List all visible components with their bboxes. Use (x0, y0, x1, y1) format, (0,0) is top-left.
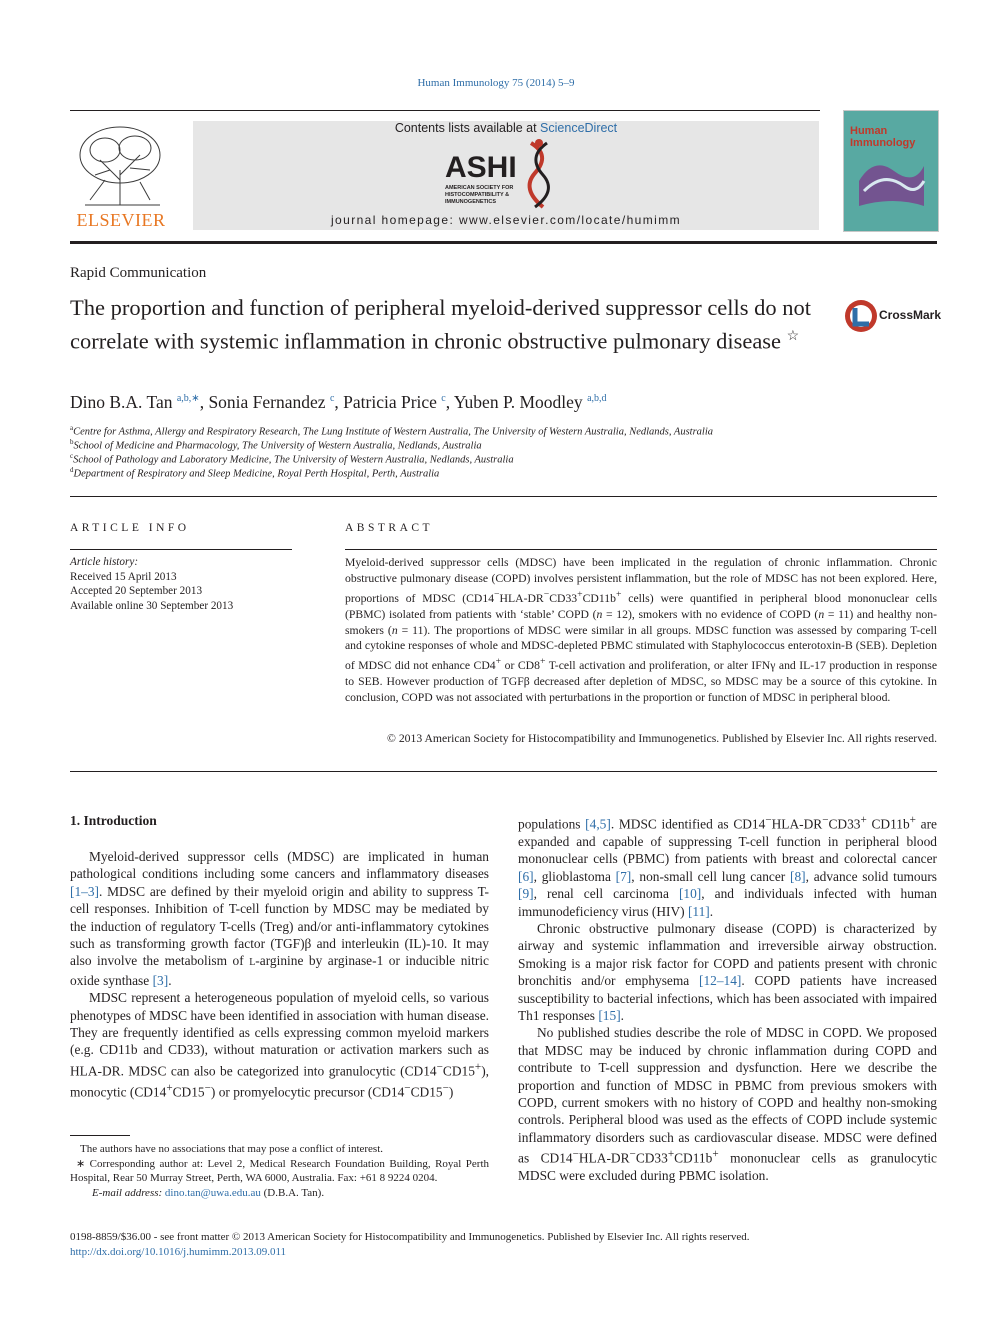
footnote-email (70, 1186, 489, 1201)
email-owner: (D.B.A. Tan). (260, 1186, 325, 1199)
title-footnote-mark[interactable]: ☆ (786, 329, 800, 344)
cover-title: Human Immunology (850, 125, 916, 149)
citation-link[interactable]: [9] (518, 886, 534, 902)
paragraph: MDSC represent a heterogeneous population of myeloid cells, so various phenotypes of MDSC have been identified in association with human disease. They are frequently identified as cells expressing common myeloid markers (e.g. CD11b and CD33), without maturation or activation markers such as HLA-DR. MDSC can also be categorized into granulocytic (CD14−CD15+), monocytic (CD14+CD15−) or promyelocytic precursor (CD14−CD15−) (70, 990, 489, 1100)
bottom-matter (70, 1230, 750, 1259)
citation-link[interactable]: [6] (518, 868, 534, 884)
article-title (70, 293, 830, 356)
elsevier-wordmark[interactable]: ELSEVIER (76, 210, 166, 230)
journal-cover-thumbnail[interactable] (843, 110, 939, 232)
paragraph: Chronic obstructive pulmonary disease (COPD) is characterized by airway and systemic inflammation and irreversible airway obstruction. Smoking is a major risk factor for COPD and patients present with chronic bronchitis and/or emphysema [12–14]. COPD patients have increased susceptibility to bacterial infections, which has been associated with impaired Th1 responses [15]. (518, 920, 937, 1023)
left-column (70, 848, 489, 1101)
section-rule (70, 771, 937, 772)
article-title-text: The proportion and function of peripheral myeloid-derived suppressor cells do not correlate with systemic inflammation in chronic obstructive pulmonary disease (70, 295, 812, 354)
affiliation (70, 452, 514, 466)
citation-link[interactable]: [4,5] (585, 816, 611, 832)
header-rule (70, 110, 820, 111)
crossmark-label[interactable]: CrossMark (879, 308, 942, 322)
affiliation-key: c (70, 452, 74, 460)
paragraph: Myeloid-derived suppressor cells (MDSC) are implicated in human pathological conditions including some cancers and inflammatory diseases [1–3]. MDSC are defined by their myeloid origin and ability to suppress T-cell responses. Inhibition of T-cell function by MDSC may be mediated by the induction of regulatory T-cells (Treg) and/or anti-inflammatory cytokines such as transforming growth factor (TGF)β and interleukin (IL)-10. It may also involve the metabolism of L-arginine by arginase-1 or inducible nitric oxide synthase [3]. (70, 849, 489, 988)
affiliation-key: d (70, 466, 74, 474)
abstract-copyright: © 2013 American Society for Histocompatibility and Immunogenetics. Published by Elsevier Inc. All rights reserved. (387, 732, 937, 745)
affiliation-text: School of Medicine and Pharmacology, The University of Western Australia, Nedlands, Australia (73, 440, 482, 452)
article-type: Rapid Communication (70, 265, 207, 281)
crossmark-icon[interactable] (843, 298, 879, 334)
citation-link[interactable]: [1–3] (70, 883, 100, 899)
citation-link[interactable]: [10] (678, 886, 702, 902)
author-affil-marks[interactable]: a,b,∗ (176, 393, 200, 405)
author-affil-marks[interactable]: a,b,d (587, 393, 607, 405)
affiliation-key: a (70, 424, 74, 432)
citation-link[interactable]: [8] (789, 868, 806, 884)
abstract-body: Myeloid-derived suppressor cells (MDSC) have been implicated in the regulation of chronic inflammation. Chronic obstructive pulmonary disease (COPD) involves persistent inflammation, but the role of MDSC has not been explored. Here, proportions of MDSC (CD14−HLA-DR−CD33+CD11b+ cells) were quantified in peripheral blood mononuclear cells (PBMC) isolated from patients with ‘stable’ COPD (n = 12), smokers with no evidence of COPD (n = 11) and healthy non-smokers (n = 11). The proportions of MDSC were similar in all groups. MDSC function was assessed by comparing T-cell and cytokine responses of whole and MDSC-depleted PBMC stimulated with Staphylococcus enterotoxin-B (SEB). Depletion of MDSC did not enhance CD4+ or CD8+ T-cell activation and proliferation, or alter IFNγ and IL-17 production in response to SEB. However production of TGFβ decreased after depletion of MDSC, so MDSC may be a source of this cytokine. In conclusion, COPD was not associated with perturbations in the proportion or function of MDSC in peripheral blood. (345, 556, 938, 705)
abstract-heading: ABSTRACT (345, 522, 434, 534)
citation-link[interactable]: [3] (152, 972, 169, 988)
footnote-corresponding: ∗ Corresponding author at: Level 2, Medical Research Foundation Building, Royal Perth Hospital, Rear 50 Murray Street, Perth, WA 6000, Australia. Fax: +61 8 9224 0204. (70, 1157, 489, 1184)
affiliation-text: Department of Respiratory and Sleep Medicine, Royal Perth Hospital, Perth, Australia (73, 468, 440, 480)
section-heading: 1. Introduction (70, 813, 157, 828)
article-history (70, 555, 233, 613)
author-name[interactable]: Patricia Price (343, 392, 437, 412)
cover-graphic (854, 151, 928, 211)
history-received: Received 15 April 2013 (70, 570, 177, 583)
author-name[interactable]: Sonia Fernandez (208, 392, 326, 412)
email-label: E-mail address: (92, 1186, 165, 1199)
author-name[interactable]: Dino B.A. Tan (70, 392, 173, 412)
svg-text:ASHI: ASHI (445, 151, 517, 184)
email-link[interactable]: dino.tan@uwa.edu.au (164, 1186, 261, 1199)
doi-link[interactable]: http://dx.doi.org/10.1016/j.humimm.2013.09.011 (70, 1245, 287, 1258)
svg-text:AMERICAN SOCIETY FOR: AMERICAN SOCIETY FOR (445, 185, 514, 191)
citation-link[interactable]: [12–14] (699, 973, 742, 989)
contents-prefix: Contents lists available at (394, 121, 541, 135)
section-rule (70, 496, 937, 497)
contents-line (193, 121, 819, 135)
affiliation-key: b (70, 438, 74, 446)
article-info-heading: ARTICLE INFO (70, 522, 190, 534)
history-label: Article history: (70, 556, 139, 568)
issn-line: 0198-8859/$36.00 - see front matter © 2013 American Society for Histocompatibility and Immunogenetics. Published by Elsevier Inc. All rights reserved. (70, 1231, 750, 1243)
footnotes (70, 1142, 489, 1200)
homepage-url[interactable]: www.elsevier.com/locate/humimm (458, 213, 681, 227)
affiliation-text: School of Pathology and Laboratory Medicine, The University of Western Australia, Nedlands, Australia (73, 454, 514, 466)
svg-text:IMMUNOGENETICS: IMMUNOGENETICS (445, 199, 497, 205)
author-list: Dino B.A. Tan $^{a,b,∗}$, Sonia Fernandez $^c$, Patricia Price $^c$, Yuben P. Moodley $^{a,b,d}$ (70, 392, 607, 412)
history-accepted: Accepted 20 September 2013 (70, 585, 203, 597)
affiliation (70, 424, 713, 438)
affiliation (70, 438, 482, 452)
author-affil-marks[interactable]: c (441, 393, 446, 405)
right-column (518, 812, 937, 1184)
masthead-bottom-rule (70, 241, 937, 244)
affiliation-text: Centre for Asthma, Allergy and Respiratory Research, The Lung Institute of Western Australia, The University of Western Australia, Nedlands, Australia (73, 426, 714, 438)
abstract-rule (345, 549, 937, 550)
affiliation (70, 466, 439, 480)
article-info-rule (70, 549, 292, 550)
footnote-conflict: The authors have no associations that may pose a conflict of interest. (80, 1143, 384, 1155)
citation-link[interactable]: [15] (598, 1007, 621, 1023)
ashi-society-logo (443, 135, 573, 215)
sciencedirect-link[interactable]: ScienceDirect (540, 121, 618, 135)
author-name[interactable]: Yuben P. Moodley (453, 392, 583, 412)
citation-link[interactable]: [11] (687, 903, 710, 919)
journal-homepage-line (193, 213, 819, 227)
citation-link[interactable]: [7] (615, 868, 632, 884)
history-online: Available online 30 September 2013 (70, 599, 234, 612)
paragraph: populations [4,5]. MDSC identified as CD14−HLA-DR−CD33+ CD11b+ are expanded and capable of suppressing T-cell function in peripheral blood mononuclear cells (PBMC) from patients with breast and colorectal cancer [6], glioblastoma [7], non-small cell lung cancer [8], advance solid tumours [9], renal cell carcinoma [10], and individuals infected with human immunodeficiency virus (HIV) [11]. (518, 814, 937, 919)
paragraph: No published studies describe the role of MDSC in COPD. We proposed that MDSC may be induced by chronic inflammation during COPD and contribute to T-cell suppression and dysfunction. Here we describe the proportion and function of MDSC in PBMC from previous smokers with COPD, current smokers with no history of COPD and healthy non-smoking controls. Peripheral blood was used as the effects of COPD include systemic inflammatory disorders such as cardiovascular disease. MDSC were defined as CD14−HLA-DR−CD33+CD11b+ mononuclear cells as granulocytic MDSC were excluded during PBMC isolation. (518, 1025, 937, 1184)
author-affil-marks[interactable]: c (329, 393, 335, 405)
svg-text:HISTOCOMPATIBILITY &: HISTOCOMPATIBILITY & (445, 192, 510, 198)
homepage-prefix: journal homepage: (330, 213, 459, 227)
footnote-rule (70, 1135, 130, 1136)
journal-reference[interactable]: Human Immunology 75 (2014) 5–9 (417, 77, 575, 89)
